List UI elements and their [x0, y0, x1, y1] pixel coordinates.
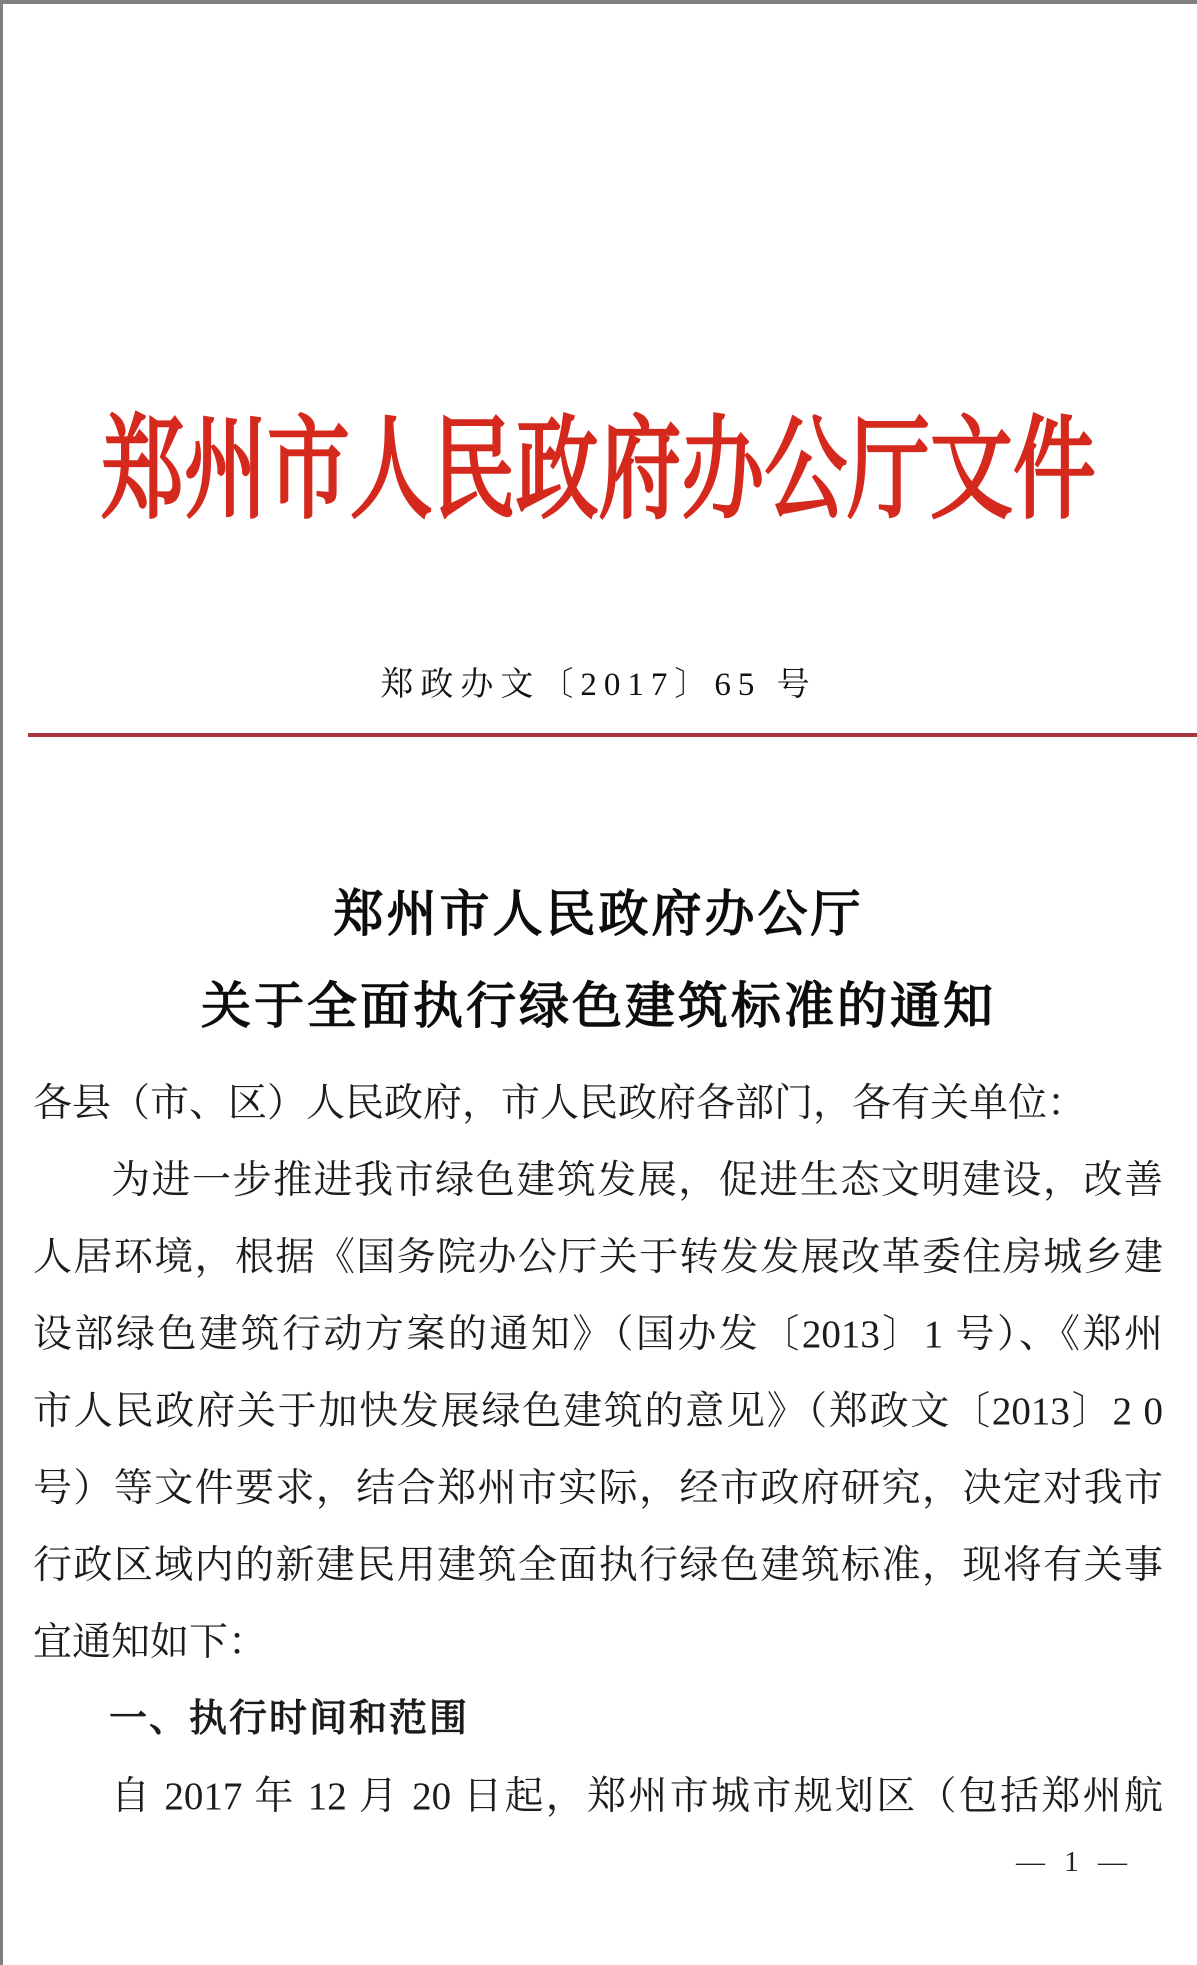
body-line: 行政区域内的新建民用建筑全面执行绿色建筑标准，现将有关事	[33, 1544, 1163, 1587]
body-line: 设部绿色建筑行动方案的通知》（国办发〔2013〕1 号）、《郑州	[33, 1313, 1163, 1356]
body-line: 市人民政府关于加快发展绿色建筑的意见》（郑政文〔2013〕2 0	[33, 1390, 1163, 1433]
red-divider-rule	[28, 733, 1197, 737]
body-line: 号）等文件要求，结合郑州市实际，经市政府研究，决定对我市	[33, 1467, 1163, 1510]
document-title	[0, 868, 1197, 1052]
scan-top-border	[0, 0, 1197, 4]
agency-banner-title: 郑州市人民政府办公厅文件	[101, 408, 1096, 533]
section-heading: 一、执行时间和范围	[109, 1698, 470, 1740]
document-title-line1: 郑州市人民政府办公厅	[333, 886, 864, 942]
document-number: 郑政办文〔2017〕65 号	[380, 667, 817, 703]
page-number: — 1 —	[1016, 1846, 1133, 1878]
salutation-line: 各县（市、区）人民政府，市人民政府各部门，各有关单位：	[33, 1082, 1087, 1125]
body-line: 人居环境，根据《国务院办公厅关于转发发展改革委住房城乡建	[33, 1236, 1163, 1279]
document-body	[33, 1065, 1163, 1835]
body-line: 为进一步推进我市绿色建筑发展，促进生态文明建设，改善	[111, 1159, 1163, 1202]
document-title-line2: 关于全面执行绿色建筑标准的通知	[201, 978, 996, 1034]
body-line: 自 2017 年 12 月 20 日起，郑州市城市规划区（包括郑州航	[111, 1775, 1163, 1818]
body-line: 宜通知如下：	[33, 1621, 268, 1664]
